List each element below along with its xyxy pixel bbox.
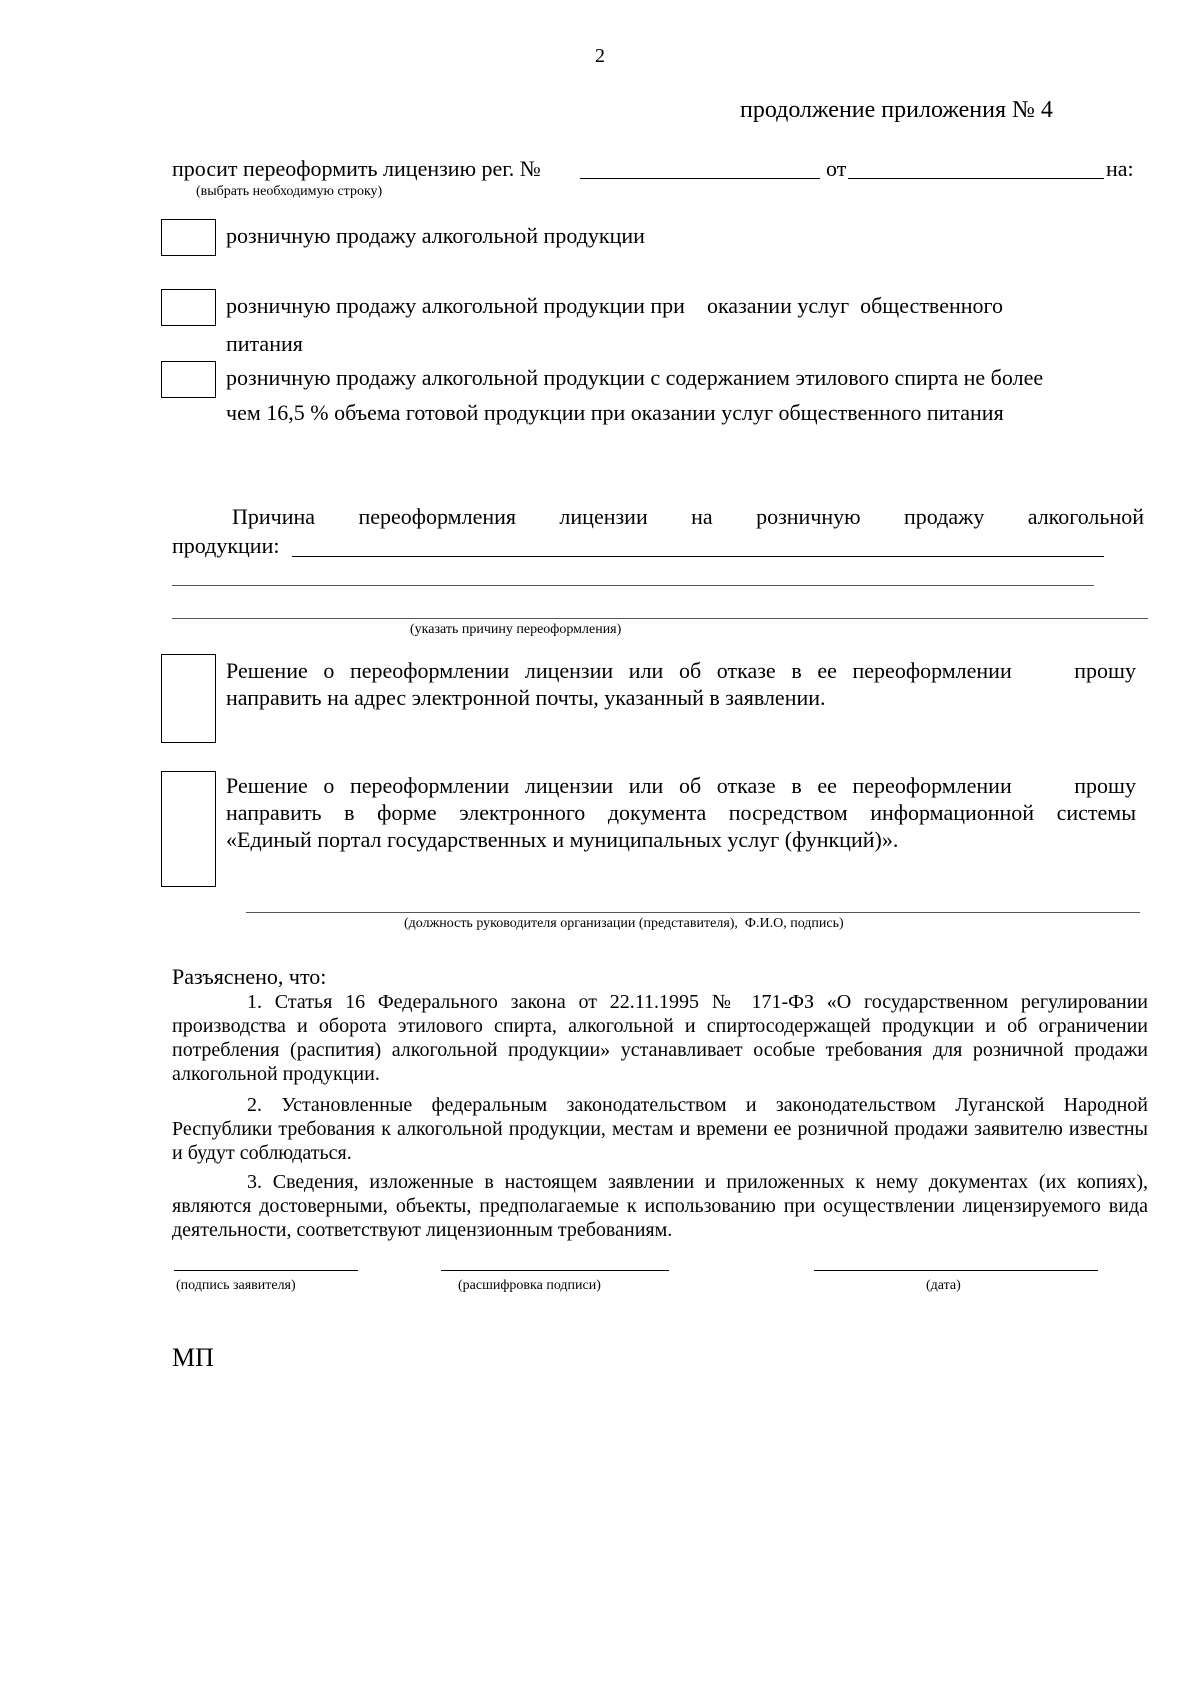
decision-portal-text-line3: «Единый портал государственных и муниципальных услуг (функций)». [226,827,899,852]
request-hint: (выбрать необходимую строку) [196,184,383,199]
option-retail-text: розничную продажу алкогольной продукции [226,223,645,248]
date-hint: (дата) [926,1278,961,1293]
option-low-alcohol-text-line1: розничную продажу алкогольной продукции с содержанием этилового спирта не более [226,365,1044,390]
request-to-label: на: [1106,156,1134,181]
decision-email-text-line1: Решение о переоформлении лицензии или об отказе в ее переоформлении прошу [226,658,1136,683]
date-field[interactable] [814,1270,1098,1271]
decision-email-checkbox[interactable] [161,654,216,743]
explained-item-3: 3. Сведения, изложенные в настоящем заявлении и приложенных к нему документах (их копиях), являются достоверными, объекты, предполагаемые к использованию при осуществлении лицензируемого вида деятельности, соответствуют лицензионным требованиям. [172,1171,1148,1241]
reg-number-field[interactable] [580,178,820,179]
signature-field[interactable] [246,912,1140,913]
page-number: 2 [595,45,605,67]
option-low-alcohol-text-line2: чем 16,5 % объема готовой продукции при оказании услуг общественного питания [226,400,1004,425]
applicant-sign-field[interactable] [174,1270,358,1271]
appendix-title: продолжение приложения № 4 [740,97,1053,123]
decision-email-text-line2: направить на адрес электронной почты, указанный в заявлении. [226,685,826,710]
explained-item-2: 2. Установленные федеральным законодательством и законодательством Луганской Народной Республики требования к алкогольной продукции, местам и времени ее розничной продажи заявителю известны и будут соблюдаться. [172,1094,1148,1164]
sign-decode-field[interactable] [441,1270,669,1271]
reason-text-line2: продукции: [172,533,280,558]
decision-portal-checkbox[interactable] [161,771,216,887]
signature-hint: (должность руководителя организации (представителя), Ф.И.О, подпись) [404,916,844,931]
explained-heading: Разъяснено, что: [172,964,327,989]
option-catering-text-line2: питания [226,331,303,356]
option-catering-text-line1: розничную продажу алкогольной продукции при оказании услуг общественного [226,293,1003,318]
reason-text-line1: Причина переоформления лицензии на розничную продажу алкогольной [232,504,1144,529]
explained-item-1: 1. Статья 16 Федерального закона от 22.11.1995 № 171-ФЗ «О государственном регулировании производства и оборота этилового спирта, алкогольной и спиртосодержащей продукции и об ограничении потребления (распития) алкогольной продукции» устанавливает особые требования для розничной продажи алкогольной продукции. [172,991,1148,1085]
option-catering-checkbox[interactable] [161,289,216,326]
option-retail-checkbox[interactable] [161,219,216,256]
reason-field-line1[interactable] [292,556,1104,557]
reason-hint: (указать причину переоформления) [410,622,622,637]
sign-decode-hint: (расшифровка подписи) [458,1278,601,1293]
decision-portal-text-line1: Решение о переоформлении лицензии или об отказе в ее переоформлении прошу [226,773,1136,798]
request-text: просит переоформить лицензию рег. № [172,156,541,181]
option-low-alcohol-checkbox[interactable] [161,361,216,398]
reg-date-field[interactable] [848,178,1104,179]
decision-portal-text-line2: направить в форме электронного документа посредством информационной системы [226,800,1136,825]
stamp-placeholder: МП [172,1343,214,1372]
request-from-label: от [826,156,847,181]
reason-field-line3[interactable] [172,618,1148,619]
reason-field-line2[interactable] [172,585,1094,586]
applicant-sign-hint: (подпись заявителя) [176,1278,296,1293]
